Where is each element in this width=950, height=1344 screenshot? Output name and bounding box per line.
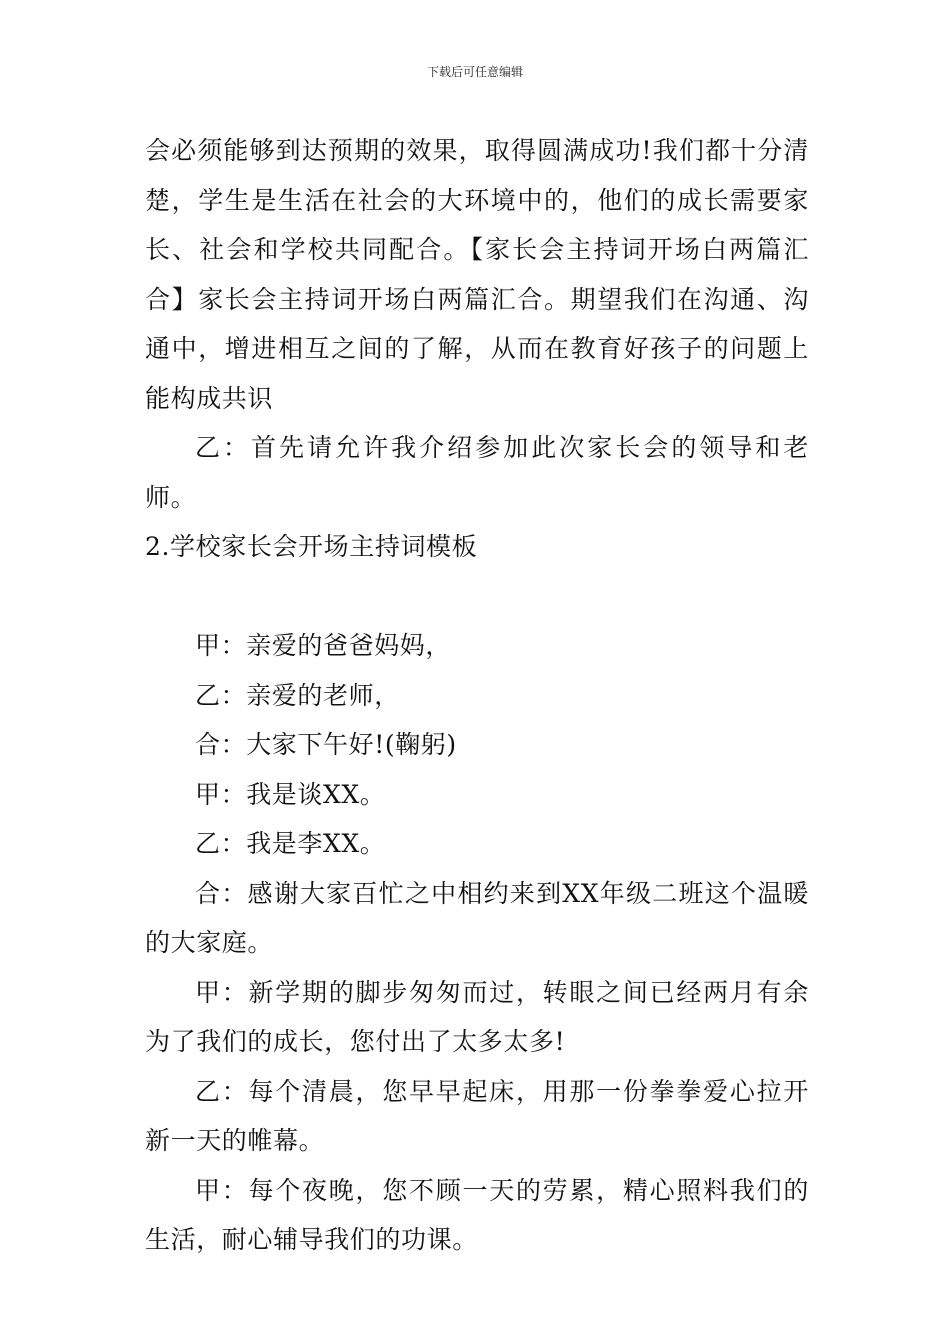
paragraph-intro: 会必须能够到达预期的效果，取得圆满成功!我们都十分清楚，学生是生活在社会的大环境中的，他们的成长需要家长、社会和学校共同配合。【家长会主持词开场白两篇汇合】家长会主持词开场白两篇汇合。期望我们在沟通、沟通中，增进相互之间的了解，从而在教育好孩子的问题上能构成共识: [145, 136, 809, 413]
paragraph-he-thanks: 合：感谢大家百忙之中相约来到XX年级二班这个温暖的大家庭。: [145, 878, 809, 957]
paragraph-yi-morning: 乙：每个清晨，您早早起床，用那一份拳拳爱心拉开新一天的帷幕。: [145, 1076, 809, 1155]
paragraph-yi-name: 乙：我是李XX。: [195, 829, 386, 858]
paragraph-jia-name: 甲：我是谈XX。: [195, 779, 386, 809]
paragraph-jia-greeting: 甲：亲爱的爸爸妈妈，: [195, 631, 452, 660]
section-heading: 2.学校家长会开场主持词模板: [145, 532, 478, 561]
paragraph-jia-semester: 甲：新学期的脚步匆匆而过，转眼之间已经两月有余为了我们的成长，您付出了太多太多!: [145, 977, 809, 1056]
paragraph-he-greeting: 合：大家下午好!(鞠躬): [195, 730, 457, 759]
paragraph-yi-greeting: 乙：亲爱的老师，: [195, 680, 400, 710]
paragraph-jia-night: 甲：每个夜晚，您不顾一天的劳累，精心照料我们的生活，耐心辅导我们的功课。: [145, 1175, 809, 1254]
blank-line: [145, 572, 809, 622]
page-header: 下载后可任意编辑: [426, 65, 523, 79]
paragraph-yi-introduce: 乙：首先请允许我介绍参加此次家长会的领导和老师。: [145, 433, 809, 512]
document-body: [145, 126, 809, 1265]
